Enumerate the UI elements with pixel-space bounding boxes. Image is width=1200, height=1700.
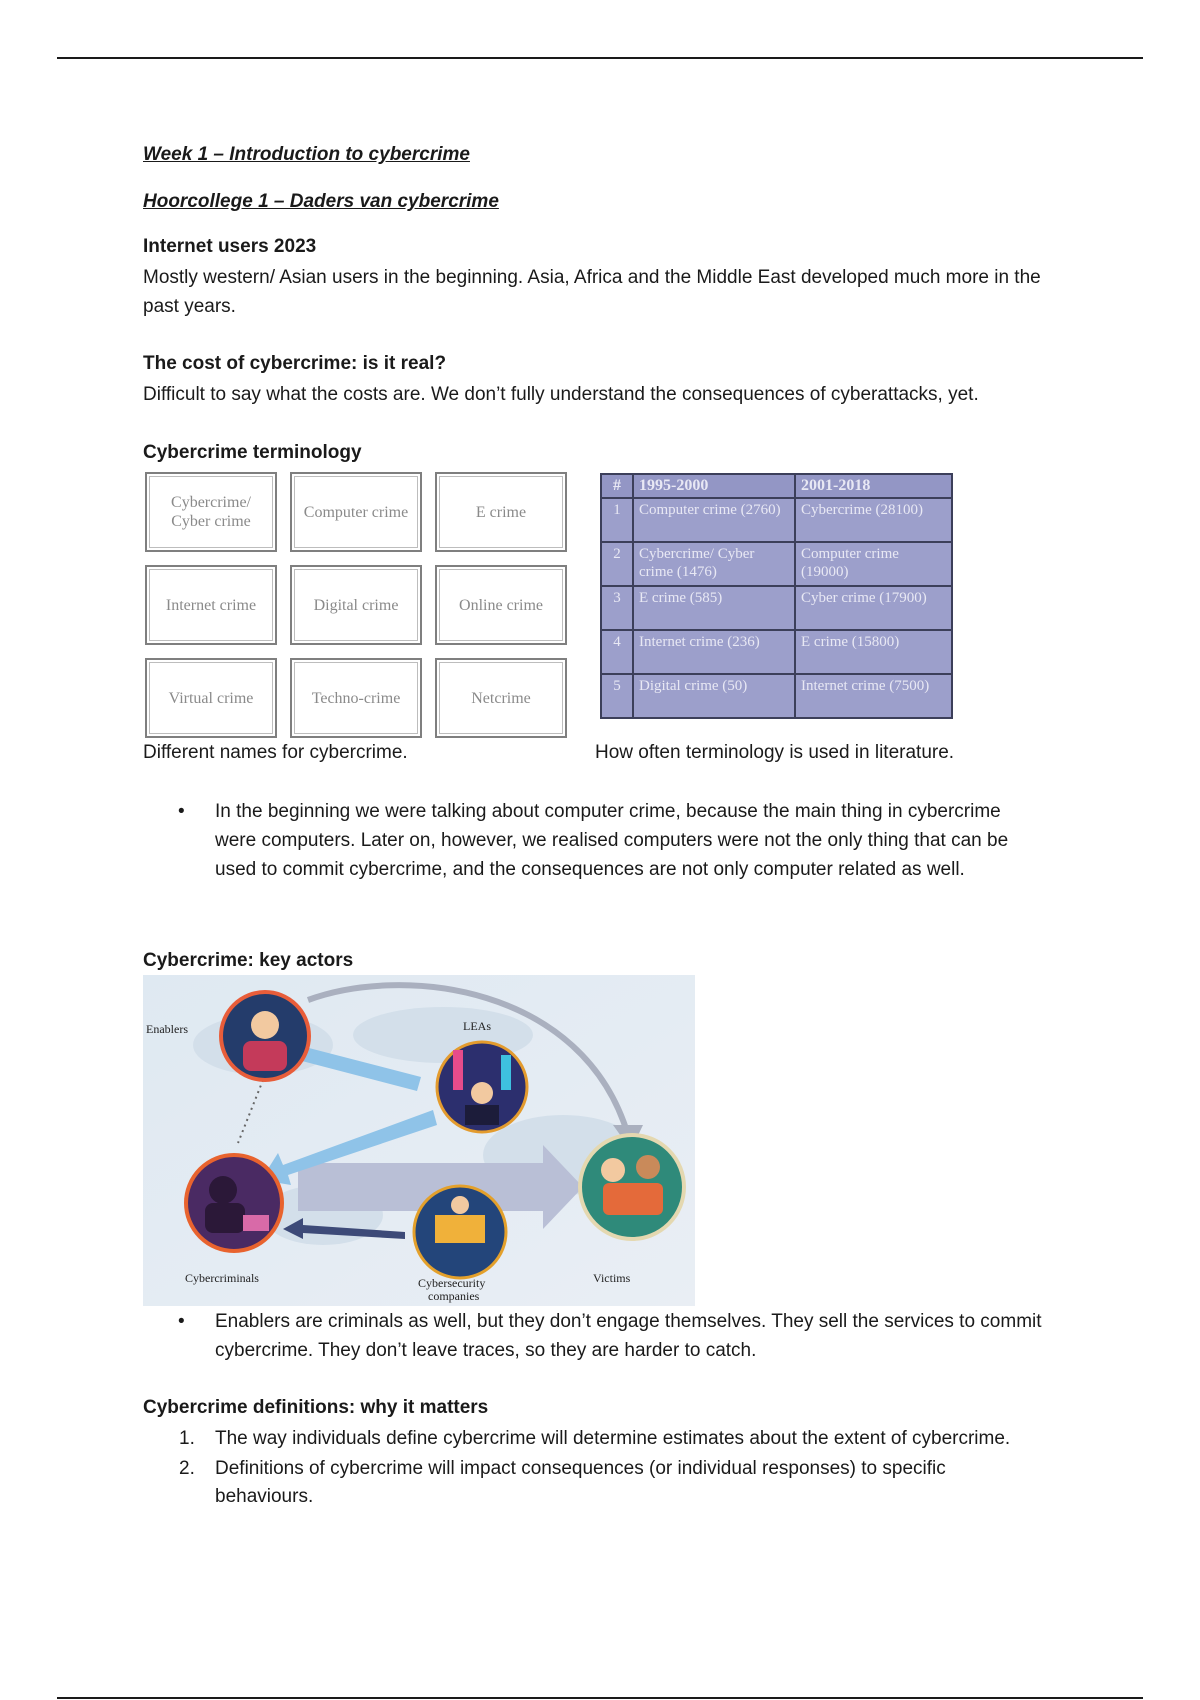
victims-avatar [580, 1135, 684, 1239]
list-item-text: In the beginning we were talking about computer crime, because the main thing in cybercrime were computers. Later on, however, we realised computers were not the only thing that can be used to commit cybercrime, and the consequences are not only computer related as well. [215, 801, 1009, 880]
cybercriminals-label: Cybercriminals [185, 1271, 259, 1285]
table-row [601, 498, 952, 542]
victims-label: Victims [593, 1271, 631, 1285]
table-cell: Computer crime (19000) [795, 542, 952, 586]
header-period-2: 2001-2018 [795, 474, 952, 498]
list-item [143, 1455, 1043, 1511]
list-item [143, 1425, 1043, 1453]
actors-heading: Cybercrime: key actors [143, 950, 354, 971]
table-cell: Computer crime (2760) [633, 498, 795, 542]
term-box: Netcrime [435, 658, 567, 738]
table-header-row [601, 474, 952, 498]
list-item [143, 1307, 1043, 1365]
terminology-caption-right: How often terminology is used in literature. [595, 742, 955, 763]
term-box: Online crime [435, 565, 567, 645]
list-number: 1. [179, 1428, 195, 1449]
cybersecurity-companies-avatar [414, 1186, 506, 1278]
leas-label: LEAs [463, 1019, 491, 1033]
bottom-rule [57, 1697, 1143, 1699]
enablers-label: Enablers [146, 1022, 188, 1036]
term-box: Virtual crime [145, 658, 277, 738]
terminology-caption-left: Different names for cybercrime. [143, 742, 408, 763]
terminology-frequency-table [600, 473, 953, 719]
definitions-list [143, 1425, 1043, 1511]
definitions-heading: Cybercrime definitions: why it matters [143, 1397, 489, 1418]
terminology-bullets [143, 797, 1043, 884]
terminology-heading: Cybercrime terminology [143, 442, 362, 463]
actors-bullets [143, 1307, 1043, 1365]
cost-text: Difficult to say what the costs are. We don’t fully understand the consequences of cyberattacks, yet. [143, 384, 979, 405]
bullet-icon: • [178, 1311, 185, 1332]
term-box: Cybercrime/ Cyber crime [145, 472, 277, 552]
top-rule [57, 57, 1143, 59]
week-title: Week 1 – Introduction to cybercrime [143, 144, 470, 165]
term-box: Computer crime [290, 472, 422, 552]
enablers-avatar [221, 992, 309, 1080]
terminology-grid [145, 472, 570, 740]
table-row [601, 586, 952, 630]
table-row [601, 674, 952, 718]
rank-cell: 4 [601, 630, 633, 674]
bullet-icon: • [178, 801, 185, 822]
key-actors-diagram [143, 975, 695, 1306]
table-cell: Cyber crime (17900) [795, 586, 952, 630]
rank-cell: 1 [601, 498, 633, 542]
term-box: Digital crime [290, 565, 422, 645]
term-box: Techno-crime [290, 658, 422, 738]
term-box: Internet crime [145, 565, 277, 645]
users-heading: Internet users 2023 [143, 236, 317, 257]
cybersecurity-label: Cybersecurity [418, 1276, 486, 1290]
companies-label: companies [428, 1289, 480, 1303]
rank-cell: 3 [601, 586, 633, 630]
term-box: E crime [435, 472, 567, 552]
cybercriminals-avatar [186, 1155, 282, 1251]
rank-cell: 5 [601, 674, 633, 718]
table-cell: Cybercrime/ Cyber crime (1476) [633, 542, 795, 586]
table-cell: Cybercrime (28100) [795, 498, 952, 542]
header-period-1: 1995-2000 [633, 474, 795, 498]
table-row [601, 630, 952, 674]
list-item [143, 797, 1043, 884]
list-item-text: Enablers are criminals as well, but they don’t engage themselves. They sell the services to commit cybercrime. They don’t leave traces, so they are harder to catch. [215, 1311, 1042, 1361]
users-text: Mostly western/ Asian users in the beginning. Asia, Africa and the Middle East developed much more in the past years. [143, 267, 1041, 317]
header-rank: # [601, 474, 633, 498]
table-row [601, 542, 952, 586]
table-cell: Internet crime (236) [633, 630, 795, 674]
leas-avatar [437, 1042, 527, 1132]
rank-cell: 2 [601, 542, 633, 586]
cost-heading: The cost of cybercrime: is it real? [143, 353, 447, 374]
table-cell: Internet crime (7500) [795, 674, 952, 718]
table-cell: E crime (15800) [795, 630, 952, 674]
list-number: 2. [179, 1458, 195, 1479]
list-item-text: Definitions of cybercrime will impact consequences (or individual responses) to specific behaviours. [215, 1458, 946, 1507]
table-cell: Digital crime (50) [633, 674, 795, 718]
lecture-title: Hoorcollege 1 – Daders van cybercrime [143, 191, 499, 212]
table-cell: E crime (585) [633, 586, 795, 630]
key-actors-svg [143, 975, 695, 1306]
list-item-text: The way individuals define cybercrime will determine estimates about the extent of cybercrime. [215, 1428, 1011, 1449]
